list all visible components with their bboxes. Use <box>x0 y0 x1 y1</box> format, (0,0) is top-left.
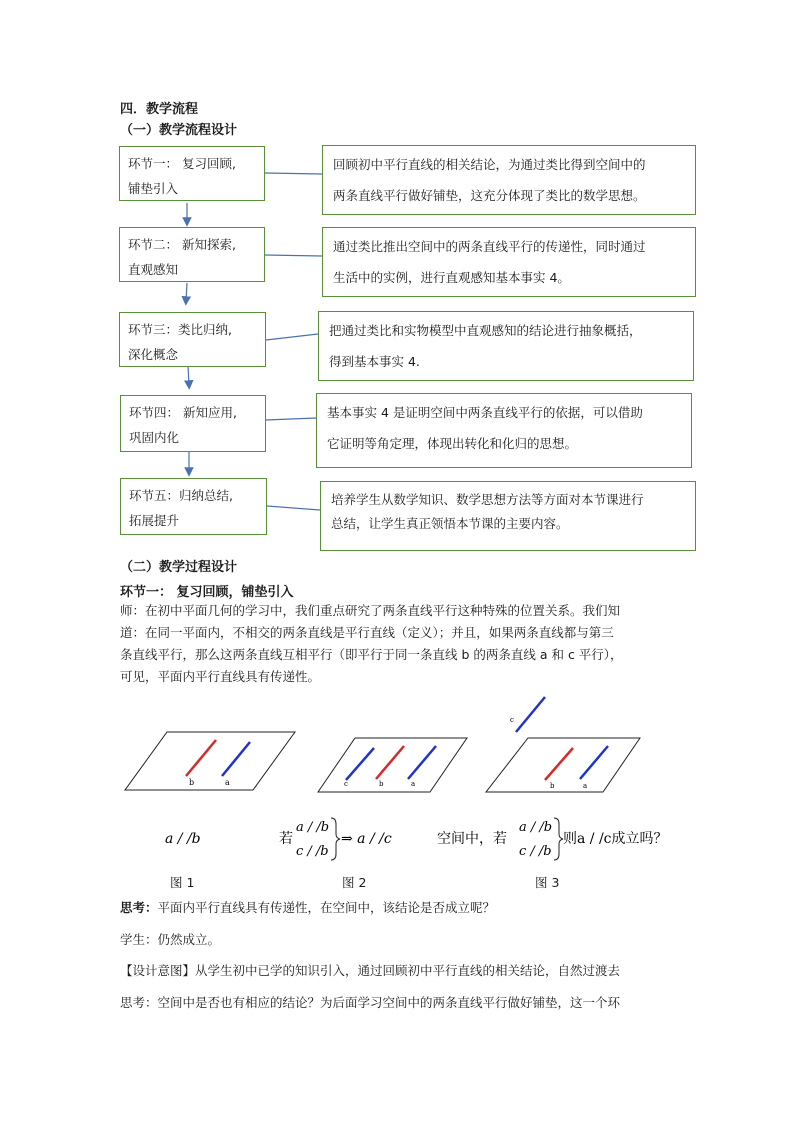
formula-fig3-prefix: 空间中，若 <box>437 831 507 847</box>
formula-fig3-bottom: c / /b <box>519 844 552 859</box>
label-a-fig2: a <box>411 780 416 788</box>
flow-desc-1 <box>322 145 696 215</box>
figure-1-diagram <box>125 732 295 790</box>
flow-desc-5-line1: 培养学生从数学知识、数学思想方法等方面对本节课进行 <box>331 492 644 507</box>
design-line: 思考：空间中是否也有相应的结论？为后面学习空间中的两条直线平行做好铺垫，这一个环 <box>120 995 621 1010</box>
flow-step-4 <box>120 395 266 452</box>
formula-fig3-result: 则a / /c成立吗？ <box>563 831 668 847</box>
flow-step-3-line2: 深化概念 <box>128 347 179 362</box>
teacher-paragraph <box>120 600 690 688</box>
label-a-fig3: a <box>583 782 588 790</box>
label-a-fig1: a <box>225 778 230 787</box>
think-label: 思考： <box>120 900 158 915</box>
flow-step-1 <box>119 146 265 201</box>
figure-3-diagram <box>486 697 640 792</box>
label-b-fig3: b <box>550 782 555 790</box>
design-intent-paragraph <box>120 955 695 1019</box>
flow-desc-1-line1: 回顾初中平行直线的相关结论，为通过类比得到空间中的 <box>333 157 646 172</box>
teacher-line: 道：在同一平面内，不相交的两条直线是平行直线（定义）；并且，如果两条直线都与第三 <box>120 625 614 640</box>
flow-desc-4-line2: 它证明等角定理，体现出转化和化归的思想。 <box>327 436 578 451</box>
flow-desc-2-line2: 生活中的实例，进行直观感知基本事实 4。 <box>333 270 570 285</box>
flow-step-5-line2: 拓展提升 <box>129 513 180 528</box>
label-c-fig3: c <box>510 716 514 724</box>
figures <box>0 690 794 900</box>
caption-figure-2: 图 2 <box>342 875 367 890</box>
section1-title: 环节一： 复习回顾，铺垫引入 <box>120 585 294 600</box>
student-paragraph: 学生：仍然成立。 <box>120 932 221 947</box>
brace-fig2 <box>331 818 340 860</box>
flow-desc-4-line1: 基本事实 4 是证明空间中两条直线平行的依据，可以借助 <box>327 405 643 420</box>
label-b-fig1: b <box>189 778 195 787</box>
formula-fig2-prefix: 若 <box>279 831 293 847</box>
line-a-fig1 <box>222 742 250 776</box>
line-b-fig2 <box>376 746 404 779</box>
label-b-fig2: b <box>379 780 384 788</box>
brace-fig3 <box>554 818 563 860</box>
flow-desc-4 <box>316 393 692 468</box>
line-c-fig2 <box>346 748 374 780</box>
figure-2-diagram <box>318 738 467 792</box>
design-line: 【设计意图】从学生初中已学的知识引入，通过回顾初中平行直线的相关结论，自然过渡去 <box>120 963 621 978</box>
line-a-fig3 <box>580 746 608 779</box>
think-text: 平面内平行直线具有传递性，在空间中，该结论是否成立呢？ <box>157 900 496 915</box>
line-c-fig3 <box>516 697 545 732</box>
flow-desc-3-line2: 得到基本事实 4. <box>329 354 420 369</box>
subsection-heading-process: （二）教学过程设计 <box>120 560 238 575</box>
flow-step-3 <box>119 312 266 367</box>
flow-step-4-line2: 巩固内化 <box>129 430 180 445</box>
teacher-line: 师：在初中平面几何的学习中，我们重点研究了两条直线平行这种特殊的位置关系。我们知 <box>120 603 621 618</box>
flow-desc-2 <box>322 227 696 297</box>
teacher-line: 条直线平行，那么这两条直线互相平行（即平行于同一条直线 b 的两条直线 a 和 c 平行）， <box>120 647 623 662</box>
label-c-fig2: c <box>344 780 348 788</box>
flow-desc-1-line2: 两条直线平行做好铺垫，这充分体现了类比的数学思想。 <box>333 188 646 203</box>
flow-step-4-line1: 环节四： 新知应用, <box>129 405 237 420</box>
formula-fig2-result: ⇒ a / /c <box>341 831 392 847</box>
flow-step-1-line1: 环节一： 复习回顾, <box>128 156 236 171</box>
formula-fig1: a / /b <box>165 831 201 847</box>
teacher-line: 可见，平面内平行直线具有传递性。 <box>120 669 321 684</box>
line-b-fig1 <box>186 740 216 776</box>
flow-step-5-line1: 环节五：归纳总结, <box>129 488 233 503</box>
formula-fig2-bottom: c / /b <box>296 844 329 859</box>
subsection-heading-flow: （一）教学流程设计 <box>120 123 238 138</box>
flow-desc-3 <box>318 311 694 381</box>
flow-desc-3-line1: 把通过类比和实物模型中直观感知的结论进行抽象概括， <box>329 323 642 338</box>
flow-step-2-line2: 直观感知 <box>128 262 179 277</box>
think-paragraph <box>120 897 495 919</box>
flow-step-1-line2: 铺垫引入 <box>128 181 179 196</box>
flow-step-2-line1: 环节二： 新知探索, <box>128 237 236 252</box>
flow-desc-5 <box>320 481 696 551</box>
caption-figure-3: 图 3 <box>535 875 560 890</box>
flow-step-3-line1: 环节三：类比归纳, <box>128 322 232 337</box>
plane-3 <box>486 738 640 792</box>
section-heading: 四．教学流程 <box>120 102 199 117</box>
flow-desc-5-line2: 总结，让学生真正领悟本节课的主要内容。 <box>331 516 569 531</box>
flow-step-2 <box>119 227 265 282</box>
caption-figure-1: 图 1 <box>170 875 195 890</box>
line-a-fig2 <box>408 746 436 779</box>
flow-desc-2-line1: 通过类比推出空间中的两条直线平行的传递性，同时通过 <box>333 239 646 254</box>
plane-2 <box>318 738 467 792</box>
formula-fig3-top: a / /b <box>519 820 553 835</box>
flow-step-5 <box>120 478 267 535</box>
formula-fig2-top: a / /b <box>296 820 330 835</box>
line-b-fig3 <box>545 748 573 780</box>
plane-1 <box>125 732 295 790</box>
